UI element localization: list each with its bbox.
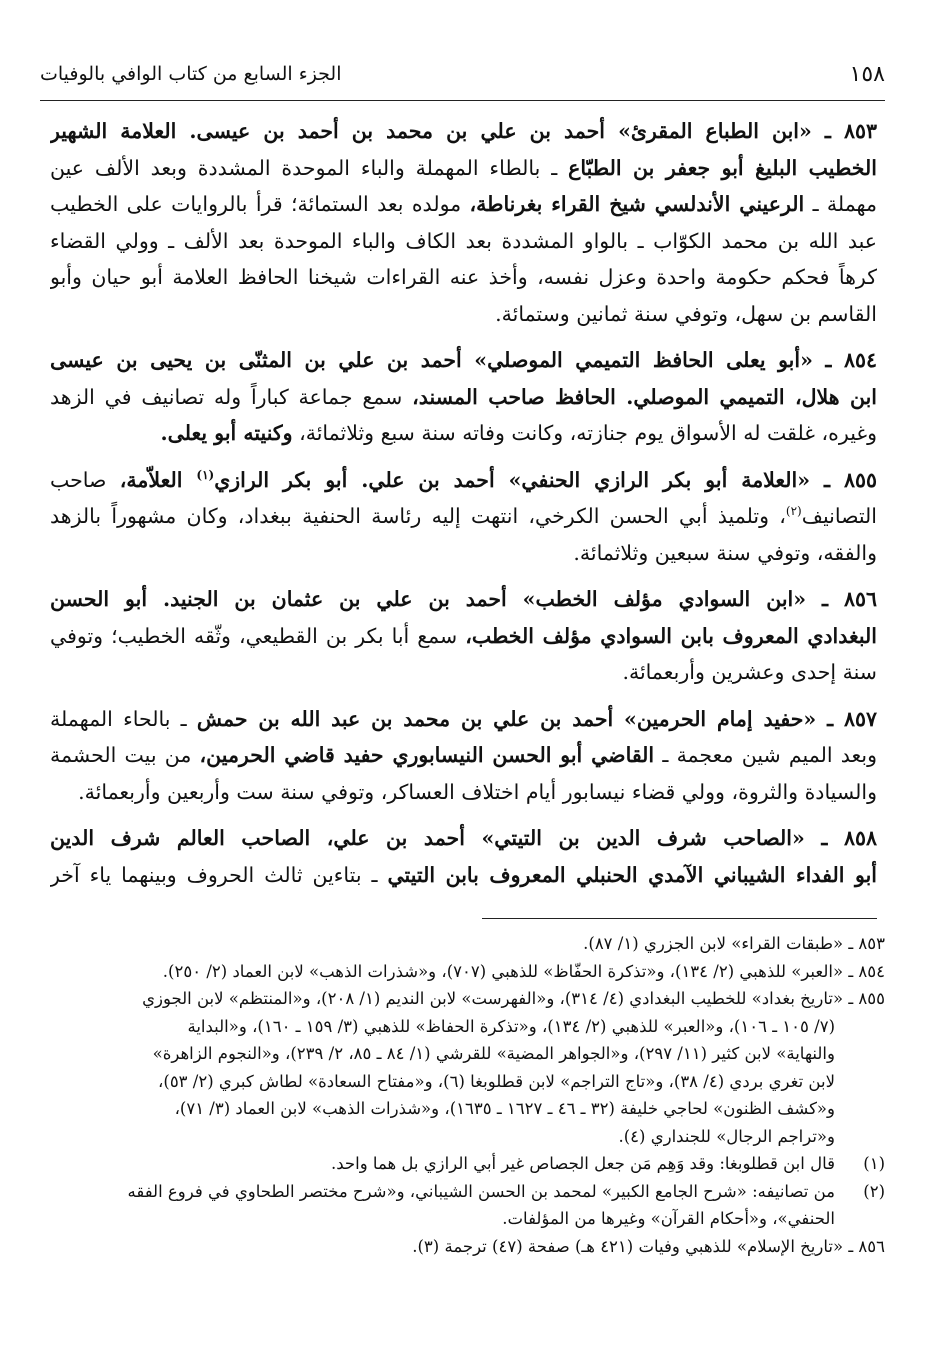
text-segment: ـ بالطاء المهملة والباء الموحدة المشددة وبعد الألف عين [50,155,569,180]
text-segment: وبعد الميم شين معجمة ـ [654,743,877,767]
text-segment: عبد الله بن محمد الكوّاب ـ بالواو المشددة بعد الكاف والباء الموحدة بعد الألف ـ وولي القضاء [50,228,877,253]
text-line [50,498,877,535]
text-line [50,186,877,223]
footnote-line [50,1150,885,1178]
text-segment: ٨٥٥ ـ «العلامة أبو بكر الرازي الحنفي» أحمد بن علي. أبو بكر الرازي [214,467,877,492]
text-line [50,820,877,857]
footnote-line [50,1013,885,1041]
footnote [50,1233,885,1261]
text-line [50,701,877,738]
footnote [50,958,885,986]
footnote-line [50,985,885,1013]
text-line [50,259,877,296]
text-segment: القاسم بن سهل، وتوفي سنة ثمانين وستمائة. [495,301,877,326]
text-segment: ٨٥٣ ـ «ابن الطباع المقرئ» أحمد بن علي بن محمد بن أحمد بن عيسى. العلامة الشهير [50,119,877,143]
text-segment: مهملة ـ [804,192,877,216]
text-line [50,654,877,691]
text-segment: ٨٥٧ ـ «حفيد إمام الحرمين» أحمد بن علي بن محمد بن عبد الله بن حمش [196,706,877,731]
footnote-marker: (١) [863,1154,885,1173]
book-title: الجزء السابع من كتاب الوافي بالوفيات [40,63,342,85]
text-segment: من بيت الحشمة [50,743,200,767]
text-segment: القاضي أبو الحسن النيسابوري حفيد قاضي الحرمين، [199,743,655,767]
text-line [50,223,877,260]
text-segment: الخطيب البليغ أبو جعفر بن الطبّاع [568,155,877,180]
footnote-line [50,1040,885,1068]
text-line [50,462,877,499]
footnote-text: قال ابن قطلوبغا: وقد وَهِم مَن جعل الجصاص غير أبي الرازي بل هما واحد. [331,1154,835,1173]
text-segment: الرعيني الأندلسي شيخ القراء بغرناطة، [469,192,805,216]
footnote-text: و«كشف الظنون» لحاجي خليفة (٣٢ ـ ٤٦ ـ ١٦٢٧ ـ ١٦٣٥)، و«شذرات الذهب» لابن العماد (٣/ ٧١)، [174,1099,835,1118]
entry-853 [50,113,877,332]
footnote-line [50,1205,885,1233]
text-segment: سمع أبا بكر بن القطيعي، وثّقه الخطيب؛ وتوفي [50,623,466,648]
footnote-line [50,1233,885,1261]
footnote [50,1150,885,1178]
footnote-text: ٨٥٦ ـ «تاريخ الإسلام» للذهبي وفيات (٤٢١ هـ) صفحة (٤٧) ترجمة (٣). [412,1236,885,1256]
text-line [50,415,877,452]
footnote-line [50,1123,885,1151]
footnote-text: لابن تغري بردي (٤/ ٣٨)، و«تاج التراجم» لابن قطلوبغا (٦)، و«مفتاح السعادة» لطاش كبري (٢/ ٥٣)، [158,1071,835,1091]
text-segment: ، وتلميذ أبي الحسن الكرخي، انتهت إليه رئاسة الحنفية ببغداد، وكان مشهوراً بالزهد [50,504,786,528]
footnote-line [50,1095,885,1123]
footnote-line [50,930,885,958]
footnote [50,1178,885,1233]
text-segment: ـ بالحاء المهملة [50,706,197,731]
main-text [50,113,877,903]
footnote-line [50,1068,885,1096]
header-divider [40,100,885,101]
text-segment: أبو الفداء الشيباني الآمدي الحنبلي المعروف بابن التيتي [387,862,877,887]
text-segment: وكنيته أبو يعلى. [160,421,293,445]
text-segment: ٨٥٦ ـ «ابن السوادي مؤلف الخطب» أحمد بن علي بن عثمان بن الجنيد. أبو الحسن [50,587,877,611]
footnote-divider [482,918,877,919]
text-segment: البغدادي المعروف بابن السوادي مؤلف الخطب، [465,623,877,648]
text-line [50,581,877,618]
text-segment: سمع جماعة كباراً وله تصانيف في الزهد [50,384,413,409]
running-header [40,52,885,96]
footnote-ref[interactable]: (١) [196,467,215,482]
footnotes [50,930,885,1260]
text-segment: ٨٥٤ ـ «أبو يعلى الحافظ التميمي الموصلي» أحمد بن علي بن المثنّى بن يحيى بن عيسى [50,348,877,372]
entry-857 [50,701,877,811]
footnote-text: من تصانيفه: «شرح الجامع الكبير» لمحمد بن الحسن الشيباني، و«شرح مختصر الطحاوي في فروع الفقه [127,1181,835,1201]
footnote-text: و«تراجم الرجال» للجنداري (٤). [618,1126,835,1146]
text-segment: كرهاً فحكم حكومة واحدة وعزل نفسه، وأخذ عنه القراءات شيخنا الحافظ العلامة أبو حيان وأبو [50,265,877,289]
entry-858 [50,820,877,893]
text-line [50,150,877,187]
text-line [50,774,877,811]
text-segment: صاحب [50,467,120,492]
text-line [50,857,877,894]
text-segment: وغيره، غلقت له الأسواق يوم جنازته، وكانت وفاته سنة سبع وثلاثمائة، [292,421,877,445]
footnote [50,985,885,1150]
footnote-text: ٨٥٤ ـ «العبر» للذهبي (٢/ ١٣٤)، و«تذكرة الحفّاظ» للذهبي (٧٠٧)، و«شذرات الذهب» لابن العماد (٢/ ٢٥٠). [162,961,885,981]
footnote-text: والنهاية» لابن كثير (١١/ ٢٩٧)، و«الجواهر المضية» للقرشي (١/ ٨٤ ـ ٨٥، ٢/ ٢٣٩)، و«النجوم الزاهرة» [152,1044,835,1063]
text-line [50,296,877,333]
footnote-text: (٧/ ١٠٥ ـ ١٠٦)، و«العبر» للذهبي (٢/ ١٣٤)، و«تذكرة الحفاظ» للذهبي (٣/ ١٥٩ ـ ١٦٠)، و«البداية [187,1016,835,1036]
text-segment: سنة إحدى وعشرين وأربعمائة. [622,660,877,684]
entry-856 [50,581,877,691]
text-line [50,535,877,572]
footnote-text: الحنفي»، و«أحكام القرآن» وغيرها من المؤلفات. [502,1209,835,1228]
text-line [50,618,877,655]
text-segment: ٨٥٨ ـ «الصاحب شرف الدين بن التيتي» أحمد بن علي، الصاحب العالم شرف الدين [50,826,877,850]
text-segment: التصانيف [801,504,877,528]
entry-855 [50,462,877,572]
text-line [50,379,877,416]
page-number: ١٥٨ [849,61,885,87]
text-segment: العلاّمة، [119,467,197,492]
footnote [50,930,885,958]
footnote-text: ٨٥٥ ـ «تاريخ بغداد» للخطيب البغدادي (٤/ ٣١٤)، و«الفهرست» لابن النديم (١/ ٢٠٨)، و«المنتظم» لابن الجوزي [142,989,885,1008]
footnote-text: ٨٥٣ ـ «طبقات القراء» لابن الجزري (١/ ٨٧). [583,934,885,953]
text-segment: ـ بتاءين ثالث الحروف وبينهما ياء آخر [50,862,388,887]
footnote-marker: (٢) [863,1181,885,1201]
footnote-ref[interactable]: (٢) [785,504,802,519]
entry-854 [50,342,877,452]
footnote-line [50,1178,885,1206]
text-segment: مولده بعد الستمائة؛ قرأ بالروايات على الخطيب [50,192,470,216]
text-segment: والسيادة والثروة، وولي قضاء نيسابور أيام اختلاف العساكر، وتوفي سنة ست وأربعين وأربعمائة. [78,779,877,804]
text-line [50,342,877,379]
text-line [50,737,877,774]
text-segment: والفقه، وتوفي سنة سبعين وثلاثمائة. [573,540,877,565]
text-line [50,113,877,150]
text-segment: ابن هلال، التميمي الموصلي. الحافظ صاحب المسند، [412,384,877,409]
footnote-line [50,958,885,986]
